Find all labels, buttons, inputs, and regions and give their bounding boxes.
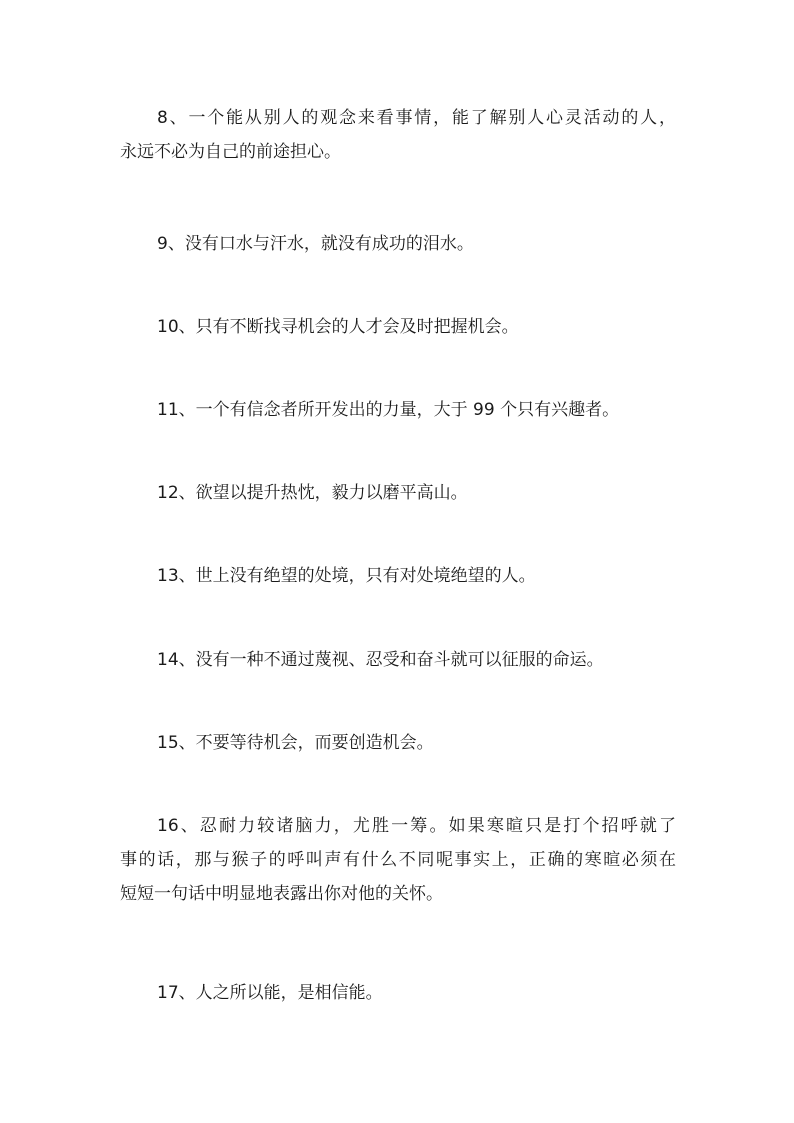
paragraph-9 [120,227,676,261]
paragraph-line: 永远不必为自己的前途担心。 [120,142,341,162]
paragraph-line: 11、一个有信念者所开发出的力量，大于 99 个只有兴趣者。 [157,400,620,420]
paragraph-line: 8、一个能从别人的观念来看事情，能了解别人心灵活动的人， [157,108,676,128]
paragraph-10 [120,310,676,344]
paragraph-line: 17、人之所以能，是相信能。 [157,983,383,1003]
paragraph-line: 短短一句话中明显地表露出你对他的关怀。 [120,884,443,904]
paragraph-line: 15、不要等待机会，而要创造机会。 [157,733,434,753]
paragraph-11 [120,393,676,427]
paragraph-line: 12、欲望以提升热忱，毅力以磨平高山。 [157,483,468,503]
paragraph-13 [120,559,676,593]
paragraph-12 [120,476,676,510]
paragraph-17 [120,976,676,1010]
paragraph-line: 9、没有口水与汗水，就没有成功的泪水。 [157,234,474,254]
paragraph-16 [120,809,676,911]
paragraph-line: 事的话，那与猴子的呼叫声有什么不同呢事实上，正确的寒暄必须在 [120,850,676,870]
paragraph-line: 14、没有一种不通过蔑视、忍受和奋斗就可以征服的命运。 [157,650,604,670]
paragraph-14 [120,643,676,677]
paragraph-8 [120,101,676,169]
paragraph-line: 16、忍耐力较诸脑力，尤胜一筹。如果寒暄只是打个招呼就了 [157,816,676,836]
paragraph-line: 10、只有不断找寻机会的人才会及时把握机会。 [157,317,519,337]
paragraph-15 [120,726,676,760]
paragraph-line: 13、世上没有绝望的处境，只有对处境绝望的人。 [157,566,536,586]
